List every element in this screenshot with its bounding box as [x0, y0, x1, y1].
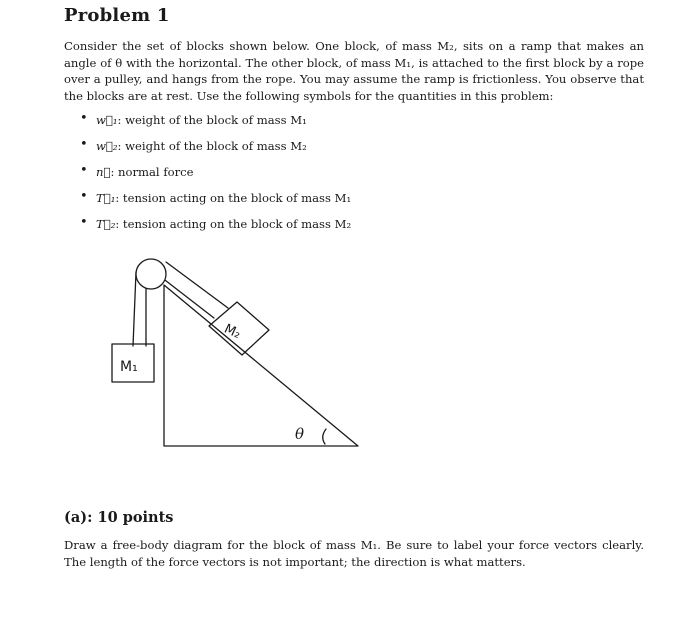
rope-incline: [166, 262, 228, 308]
symbol-list: [80, 112, 351, 242]
symbol: w⃗₁: [96, 113, 118, 127]
ramp: [164, 285, 358, 446]
symbol: n⃗: [96, 165, 111, 179]
list-item: [80, 190, 351, 216]
bullet-icon: •: [80, 215, 88, 230]
symbol-description: : tension acting on the block of mass M₁: [115, 191, 352, 205]
list-item: [80, 164, 351, 190]
bullet-icon: •: [80, 163, 88, 178]
symbol: T⃗₁: [96, 191, 116, 205]
symbol: T⃗₂: [96, 217, 116, 231]
symbol-description: : tension acting on the block of mass M₂: [115, 217, 352, 231]
angle-label: θ: [295, 425, 305, 443]
symbol: w⃗₂: [96, 139, 118, 153]
angle-arc-icon: [323, 429, 326, 444]
ramp-pulley-diagram: [96, 245, 376, 460]
rope-hanging-left: [133, 272, 136, 346]
ramp-block-label: M₂: [221, 321, 243, 343]
bullet-icon: •: [80, 189, 88, 204]
problem-title: Problem 1: [64, 5, 170, 26]
symbol-description: : weight of the block of mass M₁: [117, 113, 307, 127]
bullet-icon: •: [80, 137, 88, 152]
bullet-icon: •: [80, 111, 88, 126]
part-a-text: Draw a free-body diagram for the block of mass M₁. Be sure to label your force vectors clearly. The length of the force vectors is not important; the direction is what matters.: [64, 538, 644, 569]
problem-intro: Consider the set of blocks shown below. One block, of mass M₂, sits on a ramp that makes an angle of θ with the horizontal. The other block, of mass M₁, is attached to the first block by a rope over a pulley, and hangs from the rope. You may assume the ramp is frictionless. You observe that the blocks are at rest. Use the following symbols for the quantities in this problem:: [64, 39, 644, 103]
list-item: [80, 138, 351, 164]
pulley-icon: [136, 259, 166, 289]
list-item: [80, 216, 351, 242]
rope-incline-lower: [161, 277, 214, 318]
symbol-description: : normal force: [110, 165, 194, 179]
hanging-block-label: M₁: [120, 359, 138, 375]
list-item: [80, 112, 351, 138]
part-a-title: (a): 10 points: [64, 509, 174, 526]
symbol-description: : weight of the block of mass M₂: [117, 139, 307, 153]
